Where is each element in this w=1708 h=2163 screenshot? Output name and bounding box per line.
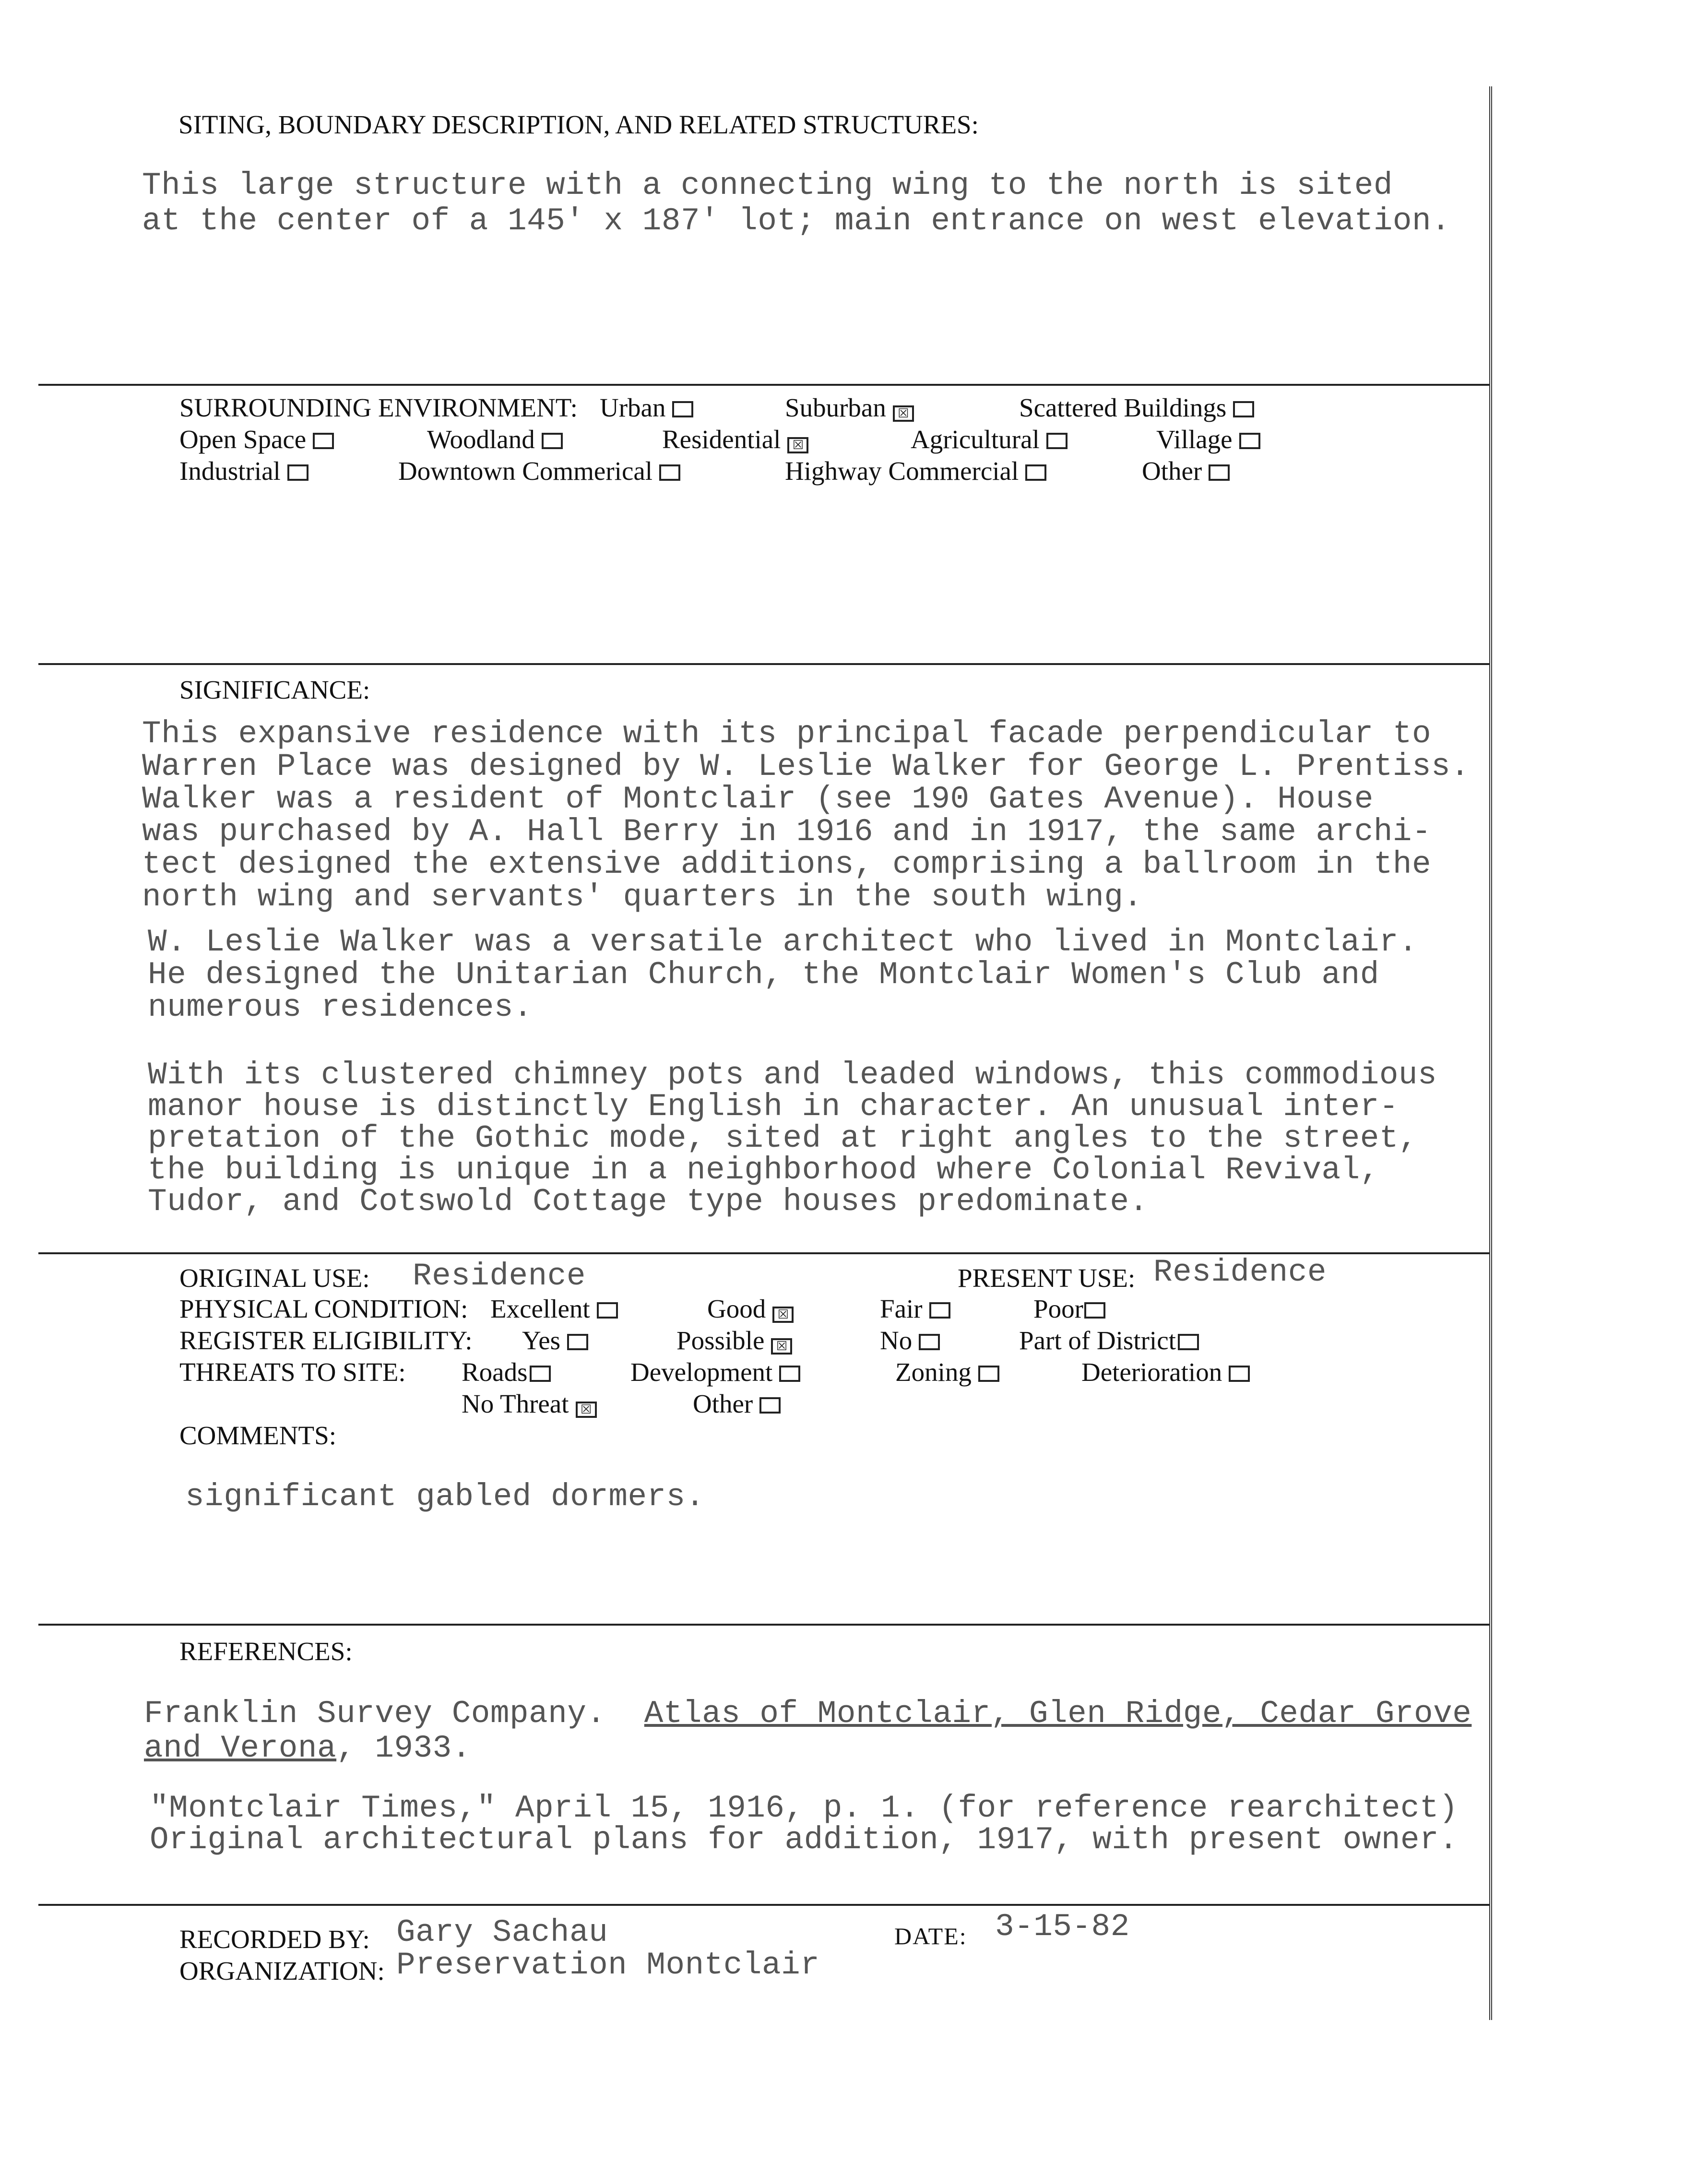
original-use-label: ORIGINAL USE:: [179, 1263, 370, 1293]
condition-good-checkbox[interactable]: ☒: [772, 1307, 794, 1323]
env-scattered-checkbox[interactable]: [1233, 401, 1254, 417]
threat-development-checkbox[interactable]: [779, 1366, 800, 1382]
condition-excellent: Excellent: [490, 1294, 618, 1324]
env-residential-checkbox[interactable]: ☒: [787, 437, 808, 453]
threats-label: THREATS TO SITE:: [179, 1357, 406, 1387]
siting-line: at the center of a 145' x 187' lot; main entrance on west elevation.: [142, 203, 1451, 239]
env-woodland: Woodland: [427, 424, 563, 454]
env-village: Village: [1156, 424, 1260, 454]
eligibility-no-checkbox[interactable]: [919, 1334, 940, 1350]
threat-roads: Roads: [462, 1357, 551, 1387]
condition-excellent-checkbox[interactable]: [597, 1302, 618, 1319]
organization-label: ORGANIZATION:: [179, 1956, 385, 1985]
env-downtown-checkbox[interactable]: [659, 464, 680, 481]
date-value: 3-15-82: [995, 1909, 1130, 1945]
significance-paragraph-2: W. Leslie Walker was a versatile architect who lived in Montclair. He designed the Unitarian Church, the Montclair Women's Club and numerous residences.: [148, 924, 1418, 1025]
eligibility-label: REGISTER ELIGIBILITY:: [179, 1326, 473, 1355]
env-other: Other: [1142, 456, 1230, 486]
threat-deterioration: Deterioration: [1081, 1357, 1250, 1387]
env-woodland-checkbox[interactable]: [542, 433, 563, 449]
present-use-label: PRESENT USE:: [958, 1263, 1136, 1293]
threat-deterioration-checkbox[interactable]: [1229, 1366, 1250, 1382]
threat-zoning: Zoning: [895, 1357, 999, 1387]
eligibility-no: No: [880, 1325, 940, 1355]
condition-label: PHYSICAL CONDITION:: [179, 1294, 468, 1323]
env-other-checkbox[interactable]: [1209, 464, 1230, 481]
section-divider-1: [38, 384, 1489, 386]
reference-1-title: Atlas of Montclair, Glen Ridge, Cedar Grove: [644, 1696, 1472, 1732]
eligibility-possible: Possible ☒: [676, 1325, 792, 1355]
threat-roads-checkbox[interactable]: [530, 1366, 551, 1382]
eligibility-district-checkbox[interactable]: [1178, 1334, 1199, 1350]
condition-poor-checkbox[interactable]: [1084, 1302, 1105, 1319]
reference-2: "Montclair Times," April 15, 1916, p. 1. (for reference rearchitect) Original architectural plans for addition, 1917, with present owner.: [150, 1790, 1459, 1858]
section-divider-2: [38, 663, 1489, 665]
eligibility-district: Part of District: [1019, 1325, 1199, 1355]
reference-1: Franklin Survey Company. Atlas of Montclair, Glen Ridge, Cedar Grove and Verona, 1933.: [144, 1696, 1472, 1766]
env-highway-checkbox[interactable]: [1025, 464, 1046, 481]
condition-poor: Poor: [1033, 1294, 1105, 1324]
siting-heading: SITING, BOUNDARY DESCRIPTION, AND RELATED STRUCTURES:: [178, 110, 979, 139]
environment-heading: SURROUNDING ENVIRONMENT:: [179, 393, 578, 422]
condition-fair-checkbox[interactable]: [929, 1302, 950, 1319]
date-label: DATE:: [894, 1923, 967, 1949]
threat-none-checkbox[interactable]: ☒: [576, 1402, 597, 1418]
env-suburban: Suburban ☒: [785, 392, 914, 423]
eligibility-possible-checkbox[interactable]: ☒: [771, 1338, 792, 1355]
eligibility-yes-checkbox[interactable]: [567, 1334, 588, 1350]
section-divider-4: [38, 1624, 1489, 1626]
threat-other: Other: [693, 1389, 781, 1419]
env-industrial: Industrial: [179, 456, 308, 486]
env-urban: Urban: [600, 392, 693, 423]
siting-line: This large structure with a connecting wing to the north is sited: [142, 167, 1393, 203]
eligibility-yes: Yes: [522, 1325, 588, 1355]
significance-paragraph-1: This expansive residence with its principal facade perpendicular to Warren Place was designed by W. Leslie Walker for George L. Prentiss. Walker was a resident of Montclair (see 190 Gates Avenue). House was purchased by A. Hall Berry in 1916 and in 1917, the same archi- tect designed the extensive additions, comprising a ballroom in the north wing and servants' quarters in the south wing.: [142, 716, 1470, 915]
condition-fair: Fair: [880, 1294, 950, 1324]
section-divider-5: [38, 1904, 1489, 1906]
right-border-rule: [1489, 86, 1492, 2020]
env-highway: Highway Commercial: [785, 456, 1046, 486]
siting-text: [142, 168, 1450, 239]
organization-value: Preservation Montclair: [396, 1947, 820, 1983]
env-agricultural: Agricultural: [911, 424, 1068, 454]
significance-paragraph-3: With its clustered chimney pots and leaded windows, this commodious manor house is distinctly English in character. An unusual inter- pretation of the Gothic mode, sited at right angles to the street, the building is unique in a neighborhood where Colonial Revival, Tudor, and Cotswold Cottage type houses predominate.: [148, 1057, 1437, 1220]
original-use-value: Residence: [413, 1258, 586, 1294]
env-industrial-checkbox[interactable]: [287, 464, 308, 481]
recorded-by-label: RECORDED BY:: [179, 1925, 370, 1954]
env-suburban-checkbox[interactable]: ☒: [893, 405, 914, 422]
threat-other-checkbox[interactable]: [759, 1397, 781, 1414]
threat-none: No Threat ☒: [462, 1389, 597, 1419]
comments-value: significant gabled dormers.: [185, 1479, 705, 1515]
recorded-by-value: Gary Sachau: [396, 1914, 608, 1950]
threat-development: Development: [630, 1357, 800, 1387]
comments-label: COMMENTS:: [179, 1421, 336, 1450]
env-open-space-checkbox[interactable]: [313, 433, 334, 449]
threat-zoning-checkbox[interactable]: [978, 1366, 999, 1382]
present-use-value: Residence: [1153, 1254, 1327, 1290]
env-agricultural-checkbox[interactable]: [1046, 433, 1068, 449]
env-urban-checkbox[interactable]: [672, 401, 693, 417]
env-residential: Residential ☒: [662, 424, 808, 454]
condition-good: Good ☒: [707, 1294, 794, 1324]
significance-heading: SIGNIFICANCE:: [179, 675, 370, 704]
env-village-checkbox[interactable]: [1239, 433, 1260, 449]
env-open-space: Open Space: [179, 424, 334, 454]
references-heading: REFERENCES:: [179, 1637, 353, 1666]
env-downtown: Downtown Commerical: [398, 456, 680, 486]
env-scattered: Scattered Buildings: [1019, 392, 1254, 423]
